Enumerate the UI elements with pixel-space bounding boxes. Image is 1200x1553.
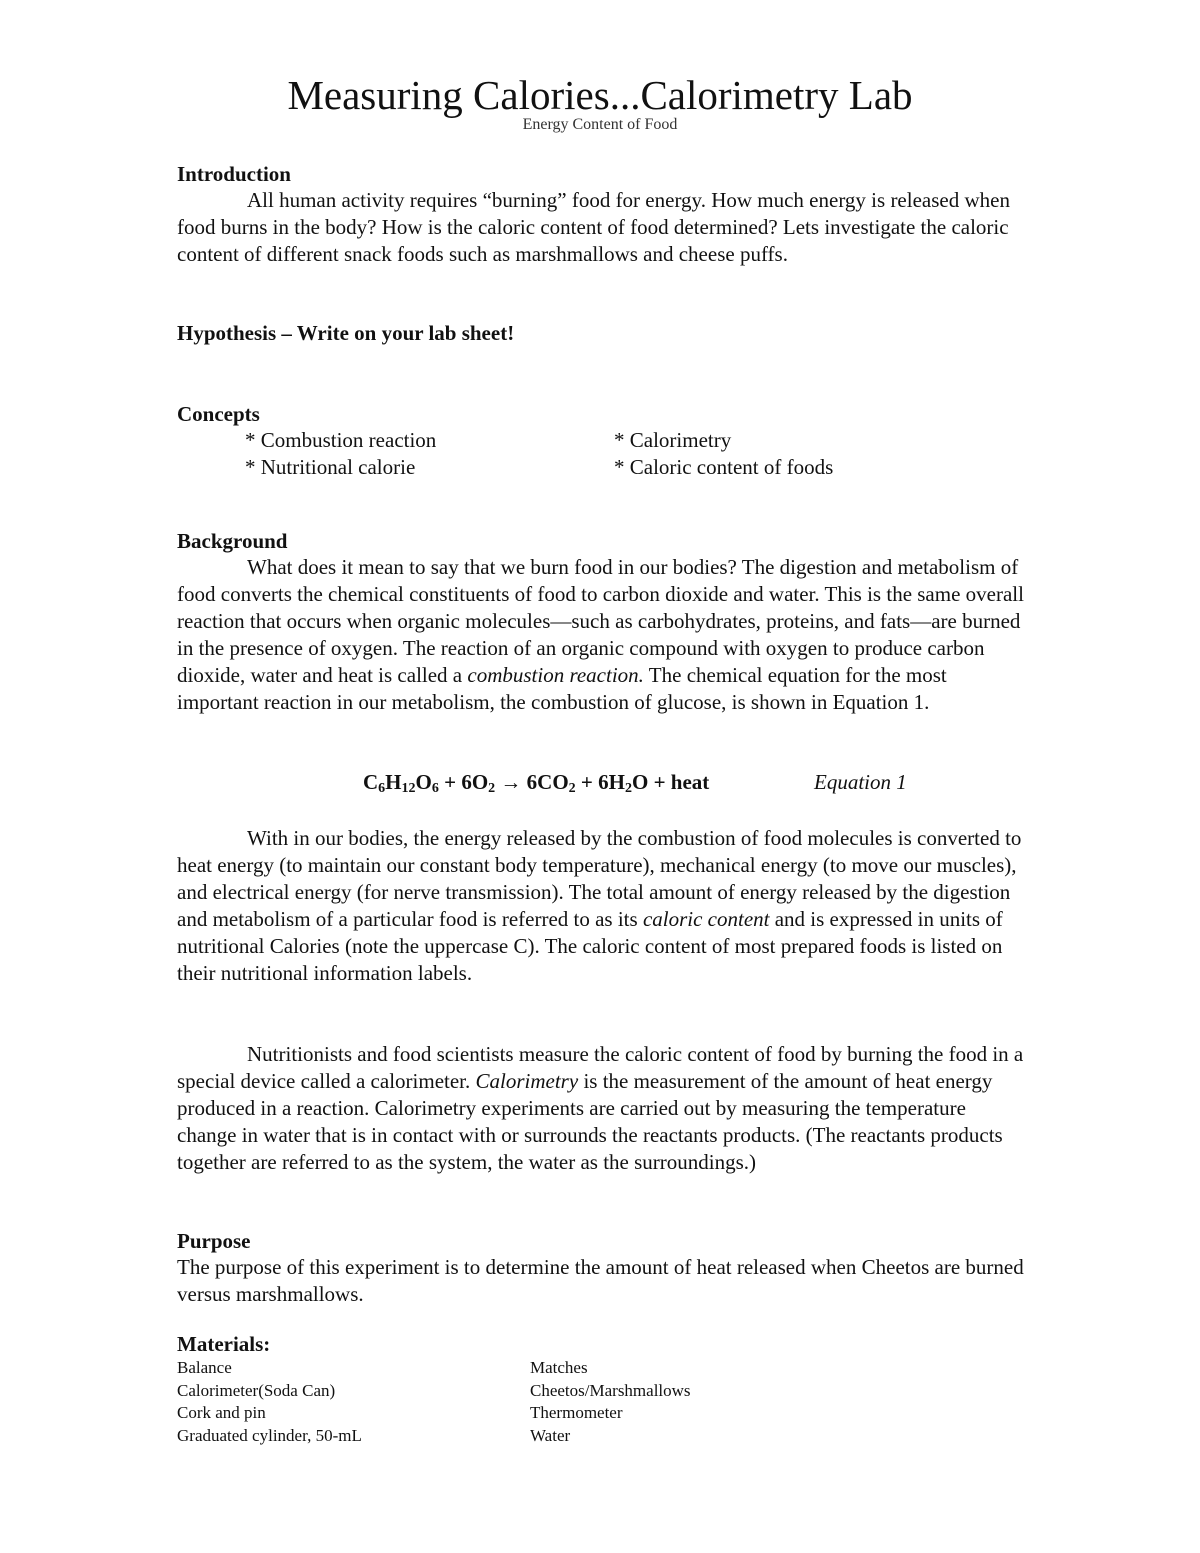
material-item: Cork and pin xyxy=(177,1403,266,1422)
glucose-equation: $C_6H_{12}O_6 + 6O_2 \to 6CO_2 + 6H_2O$ + heat xyxy=(363,770,710,796)
background-text: With in our bodies, the energy released by the combustion of food molecules is converted to heat energy (to maintain our constant body temperature), mechanical energy (to move our muscles), and electrical energy (for nerve transmission). The total amount of energy released by the digestion and metabolism of a particular food is referred to as its xyxy=(177,826,1022,931)
concept-item: * Calorimetry xyxy=(614,428,732,452)
purpose-heading: Purpose xyxy=(177,1229,251,1253)
background-text: and is expressed in units of nutritional Calories (note the uppercase C). The caloric content of most prepared foods is listed on their nutritional information labels. xyxy=(177,907,1003,985)
materials-right-list xyxy=(530,1357,691,1447)
arrow-icon: → xyxy=(495,770,527,794)
concepts-heading: Concepts xyxy=(177,402,260,426)
concepts-right-list xyxy=(614,427,833,481)
background-paragraph-2-block xyxy=(177,825,1027,987)
introduction-text: All human activity requires “burning” food for energy. How much energy is released when food burns in the body? How is the caloric content of food determined? Lets investigate the caloric content of different snack foods such as marshmallows and cheese puffs. xyxy=(177,188,1010,266)
term-calorimetry: Calorimetry xyxy=(475,1069,579,1093)
materials-heading: Materials: xyxy=(177,1332,271,1356)
material-item: Water xyxy=(530,1425,571,1445)
background-paragraph-3-block xyxy=(177,1041,1027,1176)
introduction-section xyxy=(177,161,1027,268)
introduction-heading: Introduction xyxy=(177,162,291,186)
concept-item: * Caloric content of foods xyxy=(614,455,834,479)
concept-item: * Combustion reaction xyxy=(245,428,437,452)
background-section xyxy=(177,528,1027,716)
background-text: What does it mean to say that we burn food in our bodies? The digestion and metabolism of food converts the chemical constituents of food to carbon dioxide and water. This is the same overall reaction that occurs when organic molecules—such as carbohydrates, proteins, and fats—are burned in the presence of oxygen. The reaction of an organic compound with oxygen to produce carbon dioxide, water and heat is called a xyxy=(177,555,1024,687)
material-item: Balance xyxy=(177,1358,232,1377)
concept-item: * Nutritional calorie xyxy=(245,455,416,479)
background-paragraph-3 xyxy=(177,1041,1027,1176)
concepts-left-list xyxy=(245,427,436,481)
purpose-text: The purpose of this experiment is to determine the amount of heat released when Cheetos are burned versus marshmallows. xyxy=(177,1255,1024,1306)
term-caloric-content: caloric content xyxy=(642,907,770,931)
material-item: Thermometer xyxy=(530,1403,623,1422)
purpose-section xyxy=(177,1228,1027,1308)
hypothesis-section xyxy=(177,320,1027,346)
material-item: Cheetos/Marshmallows xyxy=(530,1380,691,1400)
term-combustion-reaction: combustion reaction. xyxy=(467,663,644,687)
hypothesis-heading: Hypothesis – Write on your lab sheet! xyxy=(177,321,515,345)
document-title: Measuring Calories...Calorimetry Lab xyxy=(287,72,913,118)
background-paragraph-2 xyxy=(177,825,1027,987)
background-text: The chemical equation for the most important reaction in our metabolism, the combustion of glucose, is shown in Equation 1. xyxy=(177,663,947,714)
material-item: Calorimeter(Soda Can) xyxy=(177,1380,336,1400)
materials-section xyxy=(177,1331,1027,1357)
background-paragraph-1 xyxy=(177,554,1027,716)
concepts-section xyxy=(177,401,1027,427)
materials-left-list xyxy=(177,1357,362,1447)
material-item: Graduated cylinder, 50-mL xyxy=(177,1425,362,1445)
material-item: Matches xyxy=(530,1358,588,1377)
equation-label: Equation 1 xyxy=(814,770,907,794)
background-text: Nutritionists and food scientists measure the caloric content of food by burning the food in a special device called a calorimeter. xyxy=(177,1042,1024,1093)
background-heading: Background xyxy=(177,529,288,553)
document-subtitle: Energy Content of Food xyxy=(522,116,678,133)
background-text: is the measurement of the amount of heat energy produced in a reaction. Calorimetry experiments are carried out by measuring the temperature change in water that is in contact with or surrounds the reactants products. (The reactants products together are referred to as the system, the water as the surroundings.) xyxy=(177,1069,1003,1174)
